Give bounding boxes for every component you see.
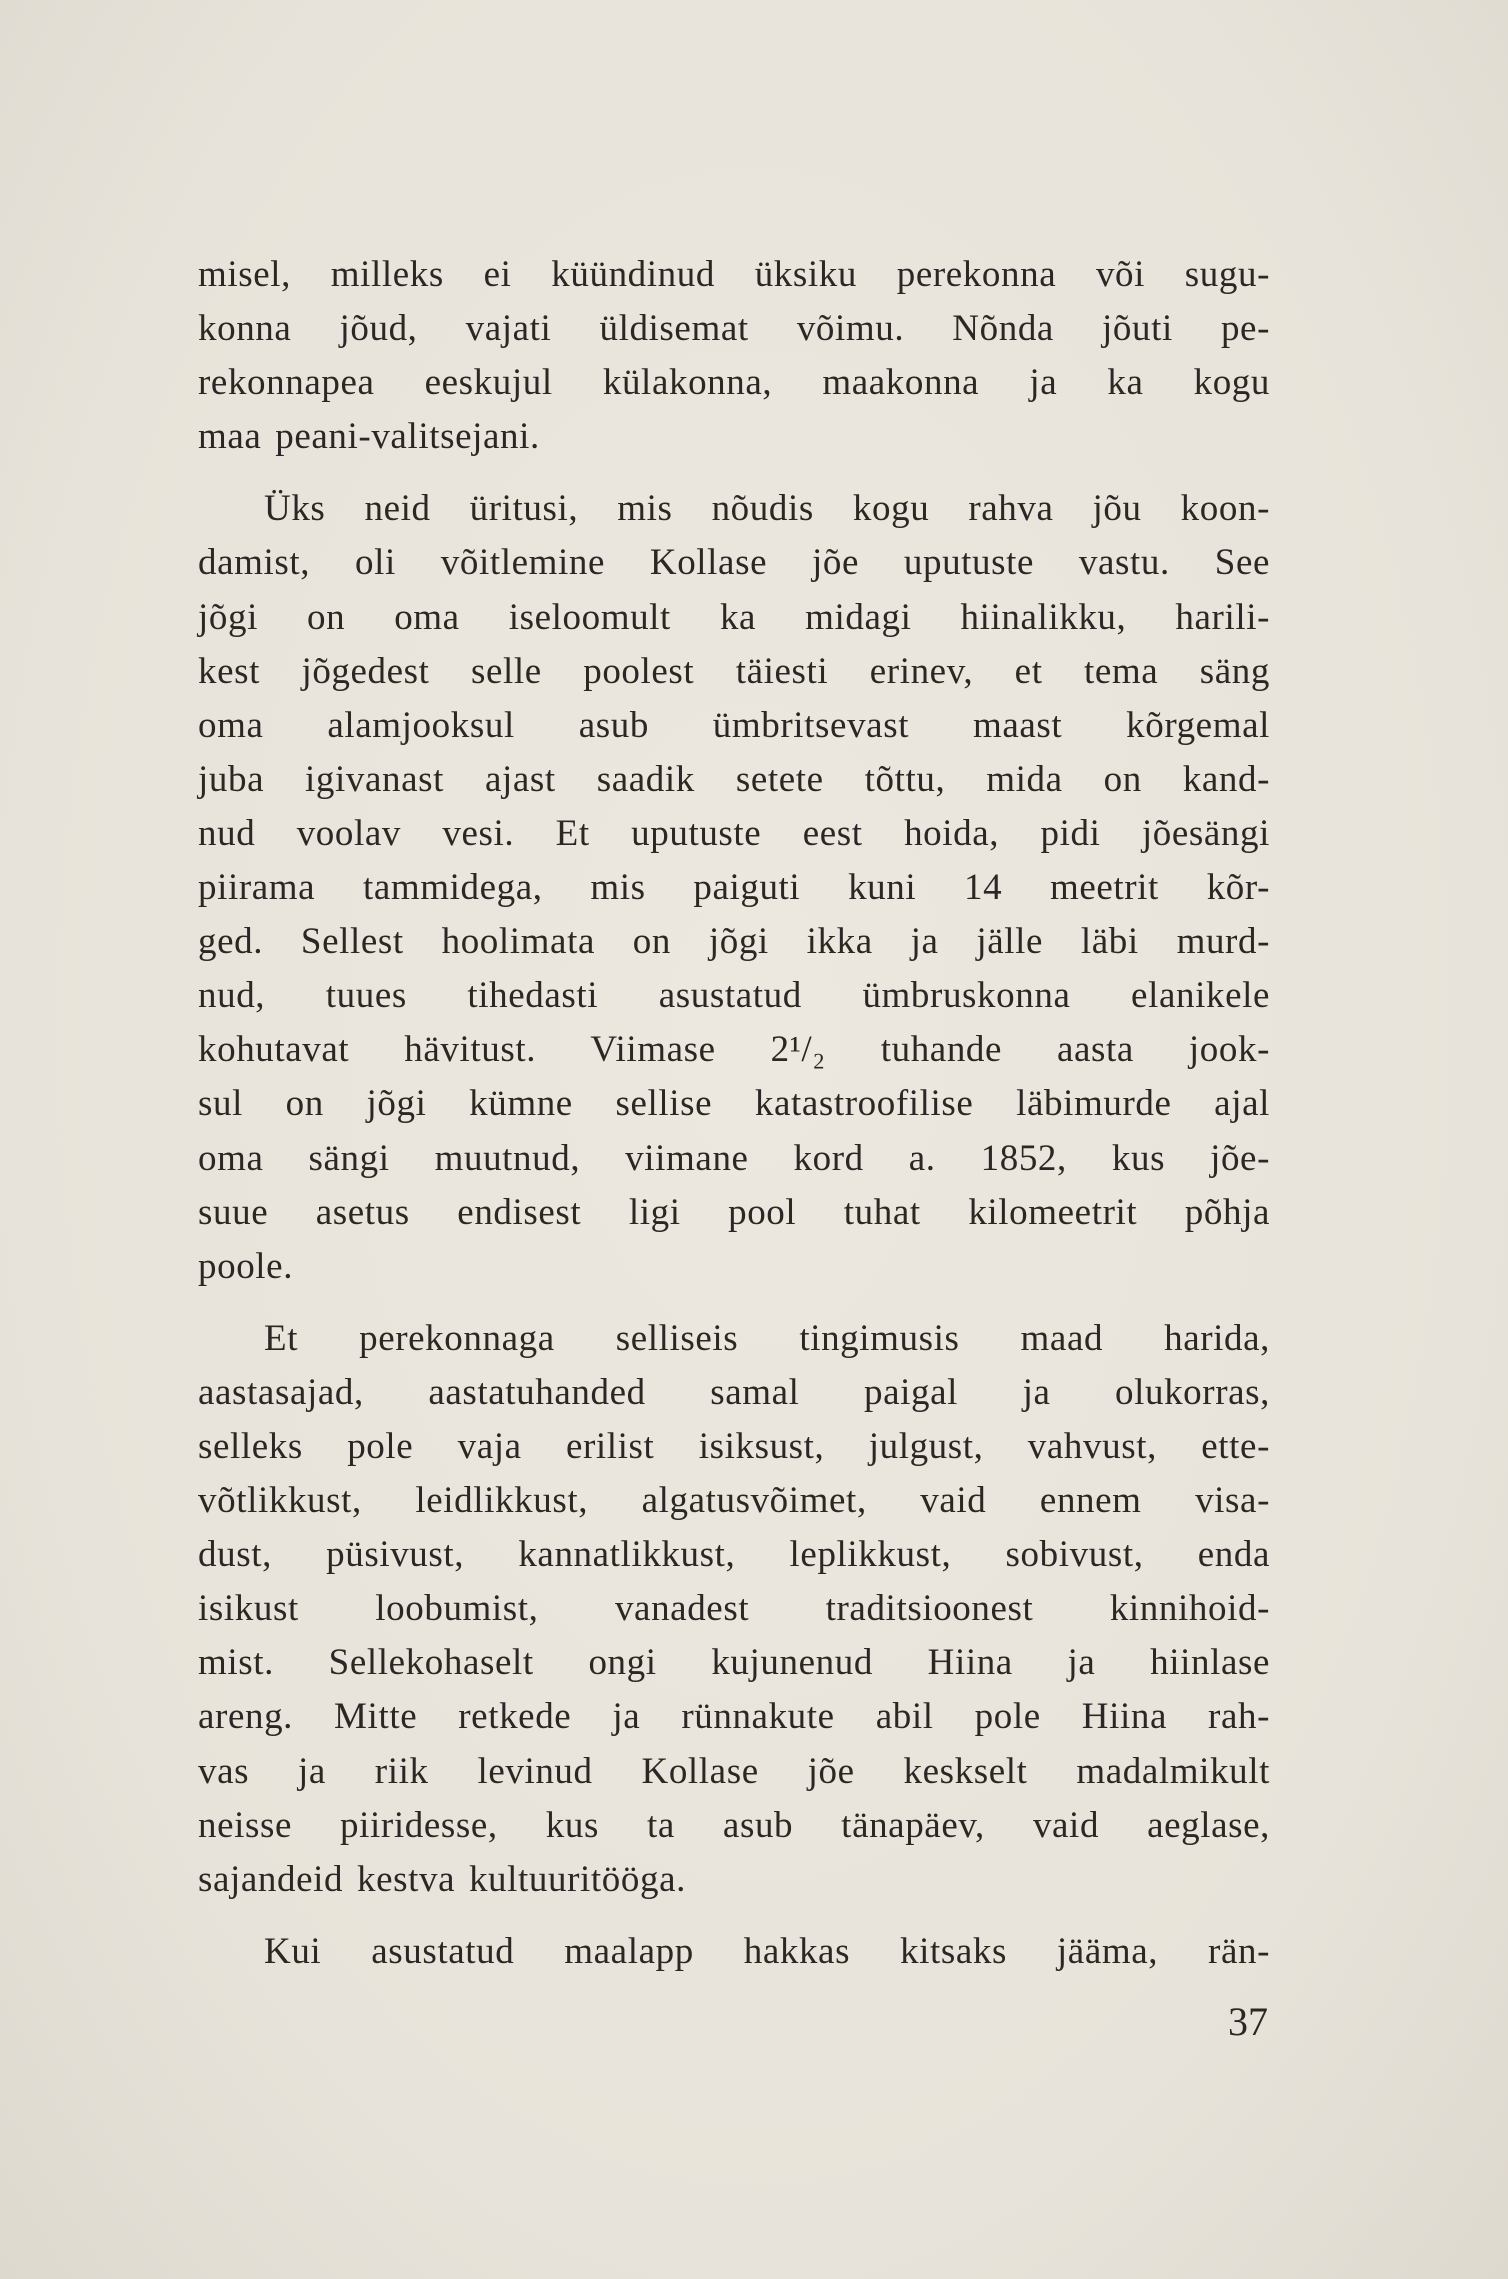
text-line: Et perekonnaga selliseis tingimusis maad harida,: [264, 1317, 1270, 1359]
text-line: piirama tammidega, mis paiguti kuni 14 meetrit kõr-: [198, 867, 1270, 909]
text-line: poole.: [198, 1245, 294, 1287]
paragraph: [198, 482, 1270, 1293]
text-line: jõgi on oma iseloomult ka midagi hiinalikku, harili-: [198, 596, 1270, 638]
text-line: mist. Sellekohaselt ongi kujunenud Hiina ja hiinlase: [198, 1642, 1270, 1684]
text-line: kest jõgedest selle poolest täiesti erinev, et tema säng: [198, 650, 1270, 692]
paragraph: [198, 248, 1270, 464]
text-line: juba igivanast ajast saadik setete tõttu, mida on kand-: [198, 758, 1270, 800]
page-number: 37: [1228, 1999, 1268, 2044]
text-line: sul on jõgi kümne sellise katastroofilise läbimurde ajal: [198, 1083, 1270, 1125]
text-line: misel, milleks ei küündinud üksiku perekonna või sugu-: [198, 254, 1270, 295]
text-line: kohutavat hävitust. Viimase 2¹/₂ tuhande aasta jook-: [198, 1029, 1270, 1071]
text-line: maa peani-valitsejani.: [198, 416, 540, 458]
text-line: isikust loobumist, vanadest traditsioonest kinnihoid-: [198, 1588, 1270, 1630]
text-line: võtlikkust, leidlikkust, algatusvõimet, vaid ennem visa-: [198, 1480, 1270, 1522]
text-line: Kui asustatud maalapp hakkas kitsaks jääma, rän-: [264, 1930, 1270, 1972]
text-line: oma sängi muutnud, viimane kord a. 1852, kus jõe-: [198, 1137, 1270, 1179]
paragraph: [198, 1925, 1270, 1979]
text-line: damist, oli võitlemine Kollase jõe uputuste vastu. See: [198, 542, 1270, 584]
text-line: oma alamjooksul asub ümbritsevast maast kõrgemal: [198, 704, 1270, 746]
text-line: nud, tuues tihedasti asustatud ümbruskonna elanikele: [198, 975, 1270, 1017]
text-line: aastasajad, aastatuhanded samal paigal ja olukorras,: [198, 1371, 1270, 1413]
text-line: vas ja riik levinud Kollase jõe keskselt madalmikult: [198, 1750, 1270, 1792]
text-line: Üks neid üritusi, mis nõudis kogu rahva jõu koon-: [264, 488, 1270, 530]
text-line: rekonnapea eeskujul külakonna, maakonna ja ka kogu: [198, 362, 1270, 404]
text-line: suue asetus endisest ligi pool tuhat kilomeetrit põhja: [198, 1191, 1270, 1233]
text-line: dust, püsivust, kannatlikkust, leplikkust, sobivust, enda: [198, 1534, 1270, 1576]
text-line: sajandeid kestva kultuuritööga.: [198, 1858, 686, 1900]
text-line: selleks pole vaja erilist isiksust, julgust, vahvust, ette-: [198, 1425, 1270, 1467]
text-line: areng. Mitte retkede ja rünnakute abil pole Hiina rah-: [198, 1696, 1270, 1738]
text-line: nud voolav vesi. Et uputuste eest hoida, pidi jõesängi: [198, 812, 1270, 854]
text-line: konna jõud, vajati üldisemat võimu. Nõnda jõuti pe-: [198, 308, 1270, 350]
text-line: ged. Sellest hoolimata on jõgi ikka ja jälle läbi murd-: [198, 921, 1270, 963]
paragraph: [198, 1312, 1270, 1907]
text-line: neisse piiridesse, kus ta asub tänapäev, vaid aeglase,: [198, 1804, 1270, 1846]
body-text: [198, 248, 1270, 1979]
